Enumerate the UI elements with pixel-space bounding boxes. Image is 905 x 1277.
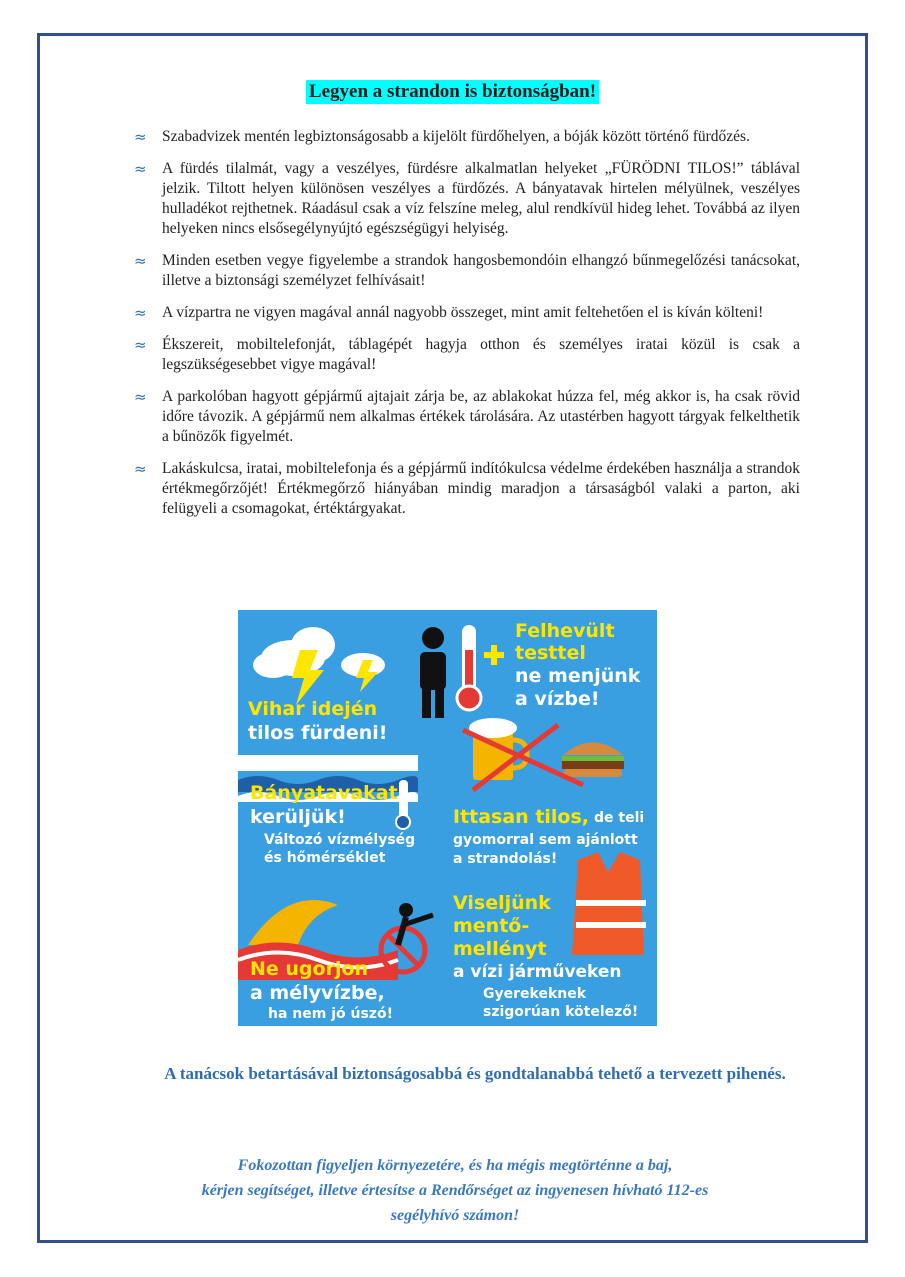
title-wrap [0,80,905,104]
list-item: ≈ Ékszereit, mobiltelefonját, táblagépét hagyja otthon és személyes iratai közül is csak a legszükségesebbet vigye magával! [134,336,800,373]
wave-icon: ≈ [134,336,147,354]
closing-text: A tanácsok betartásával biztonságosabbá és gondtalanabbá tehető a tervezett pihenés. [164,1064,786,1083]
final-line-3: segélyhívó számon! [390,1207,520,1224]
life-vest-icon [572,852,646,955]
list-item: ≈ A vízpartra ne vigyen magával annál nagyobb összeget, mint amit feltehetően el is kíván költeni! [134,304,764,322]
poster-jump-2: a mélyvízbe, [250,982,385,1004]
wave-icon: ≈ [134,128,147,146]
list-item: ≈ Minden esetben vegye figyelembe a strandok hangosbemondóin elhangzó bűnmegelőzési tanácsokat, illetve a biztonsági személyzet felhívásait! [134,252,800,289]
poster-vest-4: a vízi járműveken [453,962,622,982]
page-title: Legyen a strandon is biztonságban! [306,80,599,104]
poster-lake-2: kerüljük! [250,806,346,828]
poster-drunk-1b: de teli [594,810,645,826]
safety-poster [238,610,657,1026]
final-line-1: Fokozottan figyeljen környezetére, és ha mégis megtörténne a baj, [237,1157,673,1174]
final-text [110,1153,800,1228]
poster-jump-3: ha nem jó úszó! [268,1006,393,1022]
person-icon [420,627,446,718]
poster-drunk-1: Ittasan tilos, [453,806,590,828]
poster-lake-1: Bányatavakat [250,782,398,804]
list-item: ≈ A parkolóban hagyott gépjármű ajtajait zárja be, az ablakokat húzza fel, még akkor is, ha csak rövid időre távozik. A gépjármű nem alkalmas értékek tárolására. Az utastérben hagyott tárgyak felkelthetik a bűnözők figyelmét. [134,388,800,445]
burger-icon [562,743,624,778]
poster-jump-1: Ne ugorjon [250,958,369,980]
list-item: ≈ Szabadvizek mentén legbiztonságosabb a kijelölt fürdőhelyen, a bóják között történő fürdőzés. [134,128,750,146]
poster-storm-1: Vihar idején [248,698,378,720]
poster-drunk-3: a strandolás! [453,851,558,867]
poster-drunk-2: gyomorral sem ajánlott [453,832,638,848]
wave-icon: ≈ [134,388,147,406]
wave-icon: ≈ [134,160,147,178]
poster-lake-4: és hőmérséklet [264,850,386,866]
list-item: ≈ Lakáskulcsa, iratai, mobiltelefonja és a gépjármű indítókulcsa védelme érdekében használja a strandok értékmegőrzőjét! Értékmegőrző hiányában mindig maradjon a társaságból valaki a parton, aki felügyeli a csomagokat, értéktárgyakat. [134,460,800,517]
poster-vest-6: szigorúan kötelező! [483,1004,639,1020]
poster-vest-3: mellényt [453,938,547,960]
list-item: ≈ A fürdés tilalmát, vagy a veszélyes, fürdésre alkalmatlan helyeket „FÜRÖDNI TILOS!” táblával jelzik. Tiltott helyen különösen veszélyes a fürdőzés. A bányatavak hirtelen mélyülnek, veszélyes hulladékot rejthetnek. Ráadásul csak a víz felszíne meleg, alul rendkívül hideg lehet. Továbbá az ilyen helyeken nincs elsősegélynyújtó egészségügyi helyiség. [134,160,800,237]
wave-icon: ≈ [134,252,147,270]
final-line-2: kérjen segítséget, illetve értesítse a Rendőrséget az ingyenesen hívható 112-es [201,1182,709,1199]
poster-heat-3: ne menjünk [515,665,641,687]
poster-vest-5: Gyerekeknek [483,986,587,1002]
poster-heat-1: Felhevült [515,620,615,642]
poster-storm-2: tilos fürdeni! [248,722,388,744]
wave-icon: ≈ [134,304,147,322]
advice-list [134,127,800,531]
wave-icon: ≈ [134,460,147,478]
poster-heat-4: a vízbe! [515,688,600,710]
thermometer-icon [457,625,504,710]
poster-vest-1: Viseljünk [453,892,551,914]
poster-heat-2: testtel [515,642,586,664]
poster-lake-3: Változó vízmélység [264,832,416,848]
poster-vest-2: mentő- [453,915,530,937]
